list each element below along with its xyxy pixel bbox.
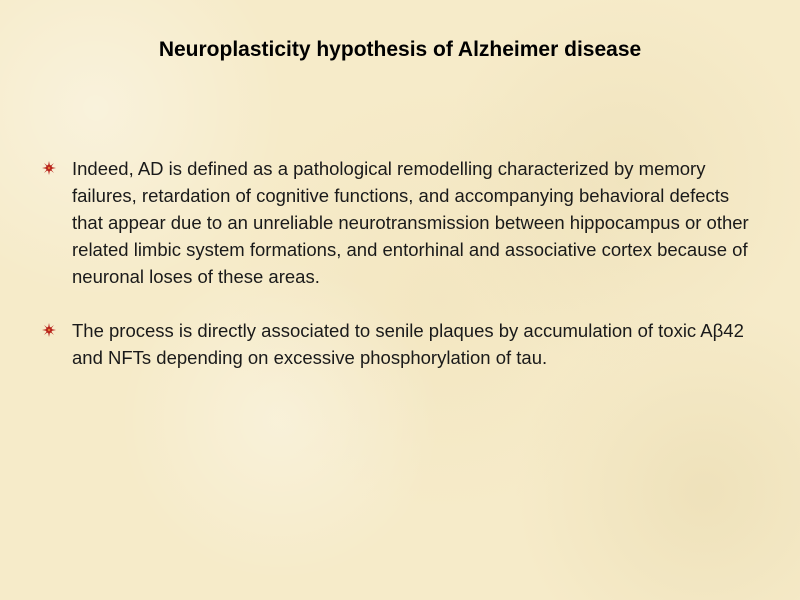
bullet-text: Indeed, AD is defined as a pathological remodelling characterized by memory failures, retardation of cognitive functions, and accompanying behavioral defects that appear due to an unreliable neurotransmission between hippocampus or other related limbic system formations, and entorhinal and associative cortex because of neuronal loses of these areas.	[72, 158, 749, 287]
bullet-text: The process is directly associated to senile plaques by accumulation of toxic Aβ42 and NFTs depending on excessive phosphorylation of tau.	[72, 320, 744, 368]
bullet-item	[42, 155, 762, 290]
starburst-bullet-icon	[42, 323, 56, 337]
bullet-item	[42, 317, 762, 371]
slide-title: Neuroplasticity hypothesis of Alzheimer disease	[158, 38, 642, 61]
bullet-list	[42, 155, 762, 398]
starburst-bullet-icon	[42, 161, 56, 175]
